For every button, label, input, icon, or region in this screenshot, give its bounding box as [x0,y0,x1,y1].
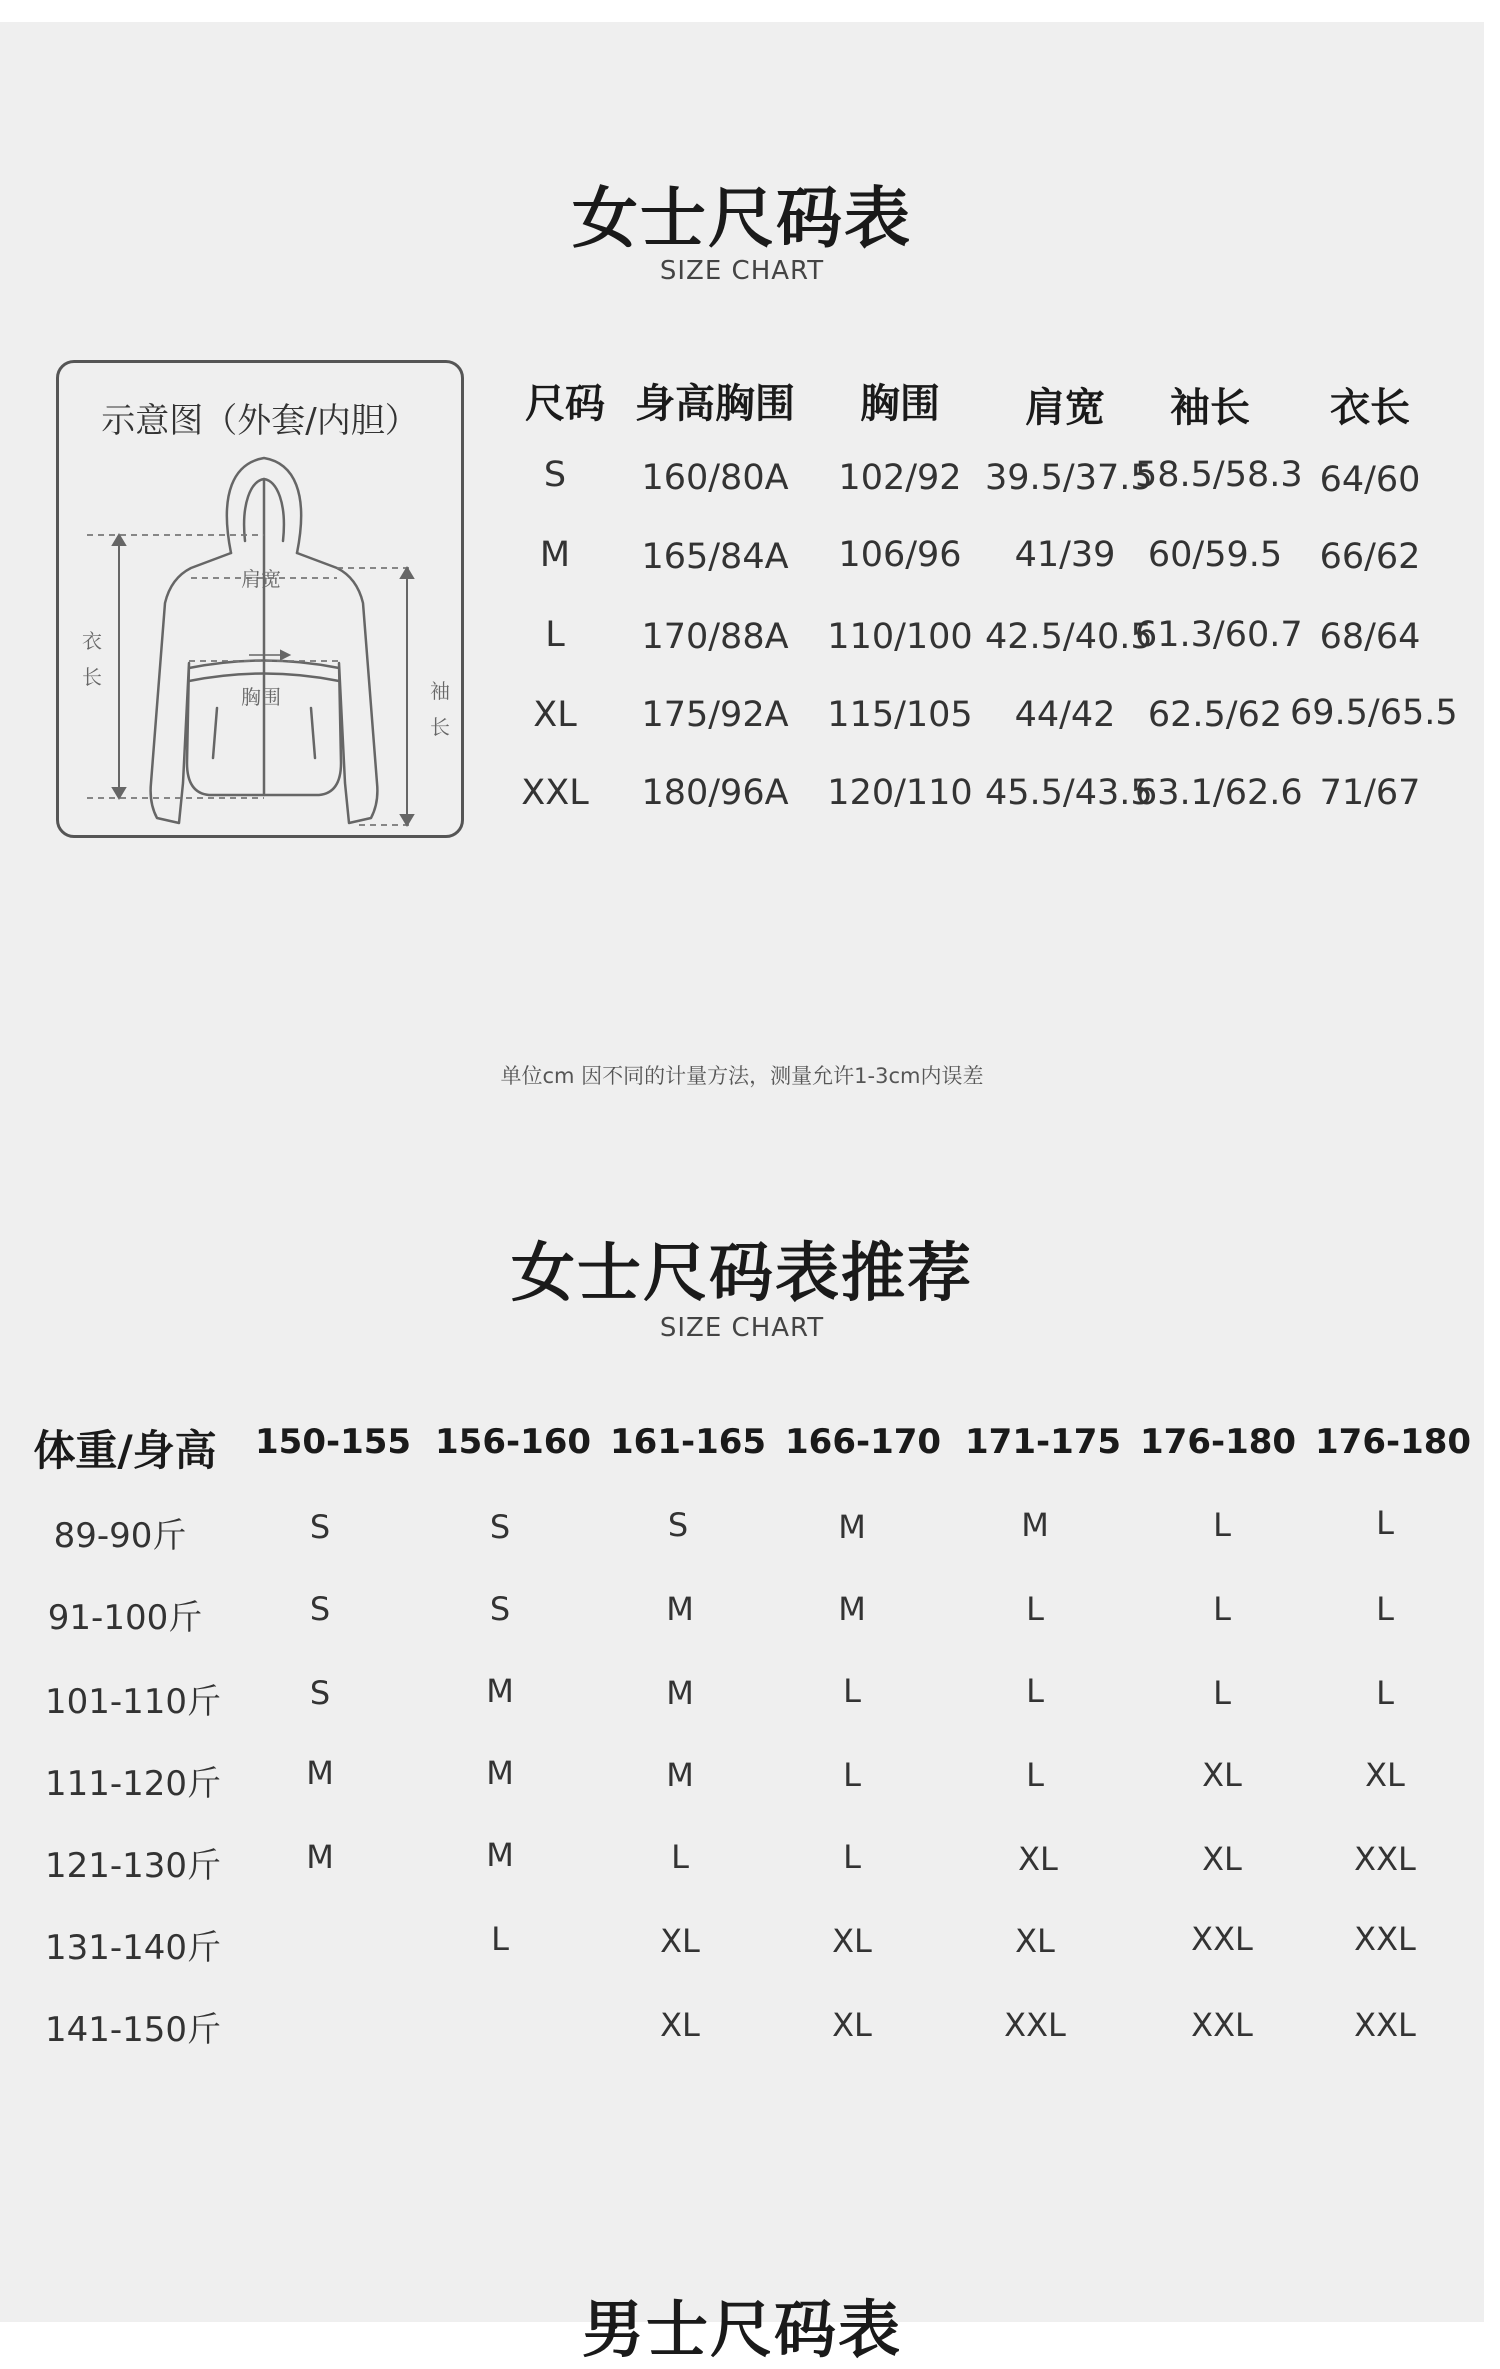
corner-header: 体重/身高 [33,1426,217,1475]
recommendation-title: 女士尺码表推荐 [511,1237,973,1311]
header-sleeve: 袖长 [1170,385,1250,431]
chest-label: 胸围 [241,685,281,709]
height-header: 156-160 [435,1422,592,1462]
size-cell: S [309,1508,331,1546]
size-cell: S [309,1590,331,1628]
womens-size-chart-subtitle: SIZE CHART [659,256,825,286]
header-length: 衣长 [1330,385,1410,431]
weight-label: 111-120斤 [45,1764,222,1804]
table-cell: 41/39 [1014,535,1116,575]
size-cell: XXL [1191,1920,1253,1958]
size-cell: XXL [1354,2006,1416,2044]
table-cell: 66/62 [1319,537,1421,577]
size-cell: S [489,1508,511,1546]
size-cell: M [666,1590,694,1628]
size-cell: M [1021,1506,1049,1544]
size-cell: M [486,1754,514,1792]
size-cell: L [843,1672,861,1710]
size-cell: L [1213,1590,1231,1628]
table-cell: S [543,455,567,495]
table-cell: 175/92A [641,695,789,735]
size-cell: L [843,1756,861,1794]
table-cell: 71/67 [1319,773,1421,813]
sleeve-length-label: 袖 长 [430,679,450,739]
header-shoulder: 肩宽 [1025,385,1105,431]
size-cell: XXL [1191,2006,1253,2044]
table-cell: 42.5/40.5 [985,617,1153,657]
size-cell: XL [1202,1756,1242,1794]
table-cell: 120/110 [827,773,973,813]
table-cell: 160/80A [641,458,789,498]
weight-label: 91-100斤 [47,1598,203,1638]
table-cell: 44/42 [1014,695,1116,735]
table-cell: 102/92 [838,458,962,498]
size-cell: XL [832,1922,872,1960]
table-cell: 61.3/60.7 [1135,615,1303,655]
size-cell: L [1026,1756,1044,1794]
size-cell: S [667,1506,689,1544]
weight-label: 141-150斤 [45,2010,222,2050]
weight-label: 101-110斤 [45,1682,222,1722]
table-cell: M [539,535,571,575]
size-cell: M [838,1590,866,1628]
height-header: 176-180 [1315,1422,1472,1462]
table-cell: 115/105 [827,695,973,735]
size-cell: M [666,1674,694,1712]
size-cell: L [1213,1674,1231,1712]
table-cell: 68/64 [1319,617,1421,657]
table-cell: 165/84A [641,537,789,577]
womens-size-chart-title: 女士尺码表 [572,180,912,257]
table-cell: L [545,615,565,655]
table-cell: 180/96A [641,773,789,813]
size-cell: XXL [1354,1920,1416,1958]
table-cell: 63.1/62.6 [1135,773,1303,813]
size-cell: M [306,1838,334,1876]
table-cell: 64/60 [1319,460,1421,500]
table-cell: 60/59.5 [1147,535,1283,575]
height-header: 161-165 [610,1422,767,1462]
size-cell: XXL [1354,1840,1416,1878]
table-cell: 69.5/65.5 [1290,693,1458,733]
table-cell: 45.5/43.5 [985,773,1153,813]
weight-label: 121-130斤 [45,1846,222,1886]
height-header: 166-170 [785,1422,942,1462]
size-cell: XL [660,1922,700,1960]
table-cell: XL [533,695,577,735]
table-cell: 170/88A [641,617,789,657]
size-cell: XL [832,2006,872,2044]
weight-label: 89-90斤 [53,1516,187,1556]
size-cell: L [491,1920,509,1958]
weight-label: 131-140斤 [45,1928,222,1968]
size-cell: L [1376,1674,1394,1712]
diagram-title: 示意图（外套/内胆） [101,401,419,441]
table-cell: 106/96 [838,535,962,575]
size-cell: M [486,1672,514,1710]
header-height-chest: 身高胸围 [635,381,795,427]
table-cell: 110/100 [827,617,973,657]
body-length-label: 衣 长 [82,629,102,689]
size-cell: L [1026,1590,1044,1628]
shoulder-width-label: 肩宽 [241,567,281,591]
size-cell: L [1213,1506,1231,1544]
size-cell: XXL [1004,2006,1066,2044]
header-chest: 胸围 [860,381,940,427]
measurement-note: 单位cm 因不同的计量方法，测量允许1-3cm内误差 [500,1064,984,1088]
garment-diagram [56,360,464,838]
height-header: 176-180 [1140,1422,1297,1462]
size-cell: M [486,1836,514,1874]
size-cell: XL [1018,1840,1058,1878]
size-cell: S [309,1674,331,1712]
size-cell: S [489,1590,511,1628]
table-cell: 58.5/58.3 [1135,455,1303,495]
size-cell: M [306,1754,334,1792]
size-cell: L [671,1838,689,1876]
recommendation-subtitle: SIZE CHART [659,1313,825,1343]
table-cell: XXL [521,773,589,813]
jacket-outline-icon [59,363,461,835]
size-cell: XL [1365,1756,1405,1794]
header-size: 尺码 [525,381,605,427]
size-cell: XL [1015,1922,1055,1960]
table-cell: 62.5/62 [1147,695,1283,735]
size-cell: L [1376,1504,1394,1542]
size-cell: M [838,1508,866,1546]
size-cell: L [1376,1590,1394,1628]
table-cell: 39.5/37.5 [985,458,1153,498]
size-cell: M [666,1756,694,1794]
size-cell: L [1026,1672,1044,1710]
mens-size-chart-title: 男士尺码表 [581,2293,902,2366]
size-cell: XL [660,2006,700,2044]
size-cell: L [843,1838,861,1876]
height-header: 171-175 [965,1422,1122,1462]
size-cell: XL [1202,1840,1242,1878]
height-header: 150-155 [255,1422,412,1462]
